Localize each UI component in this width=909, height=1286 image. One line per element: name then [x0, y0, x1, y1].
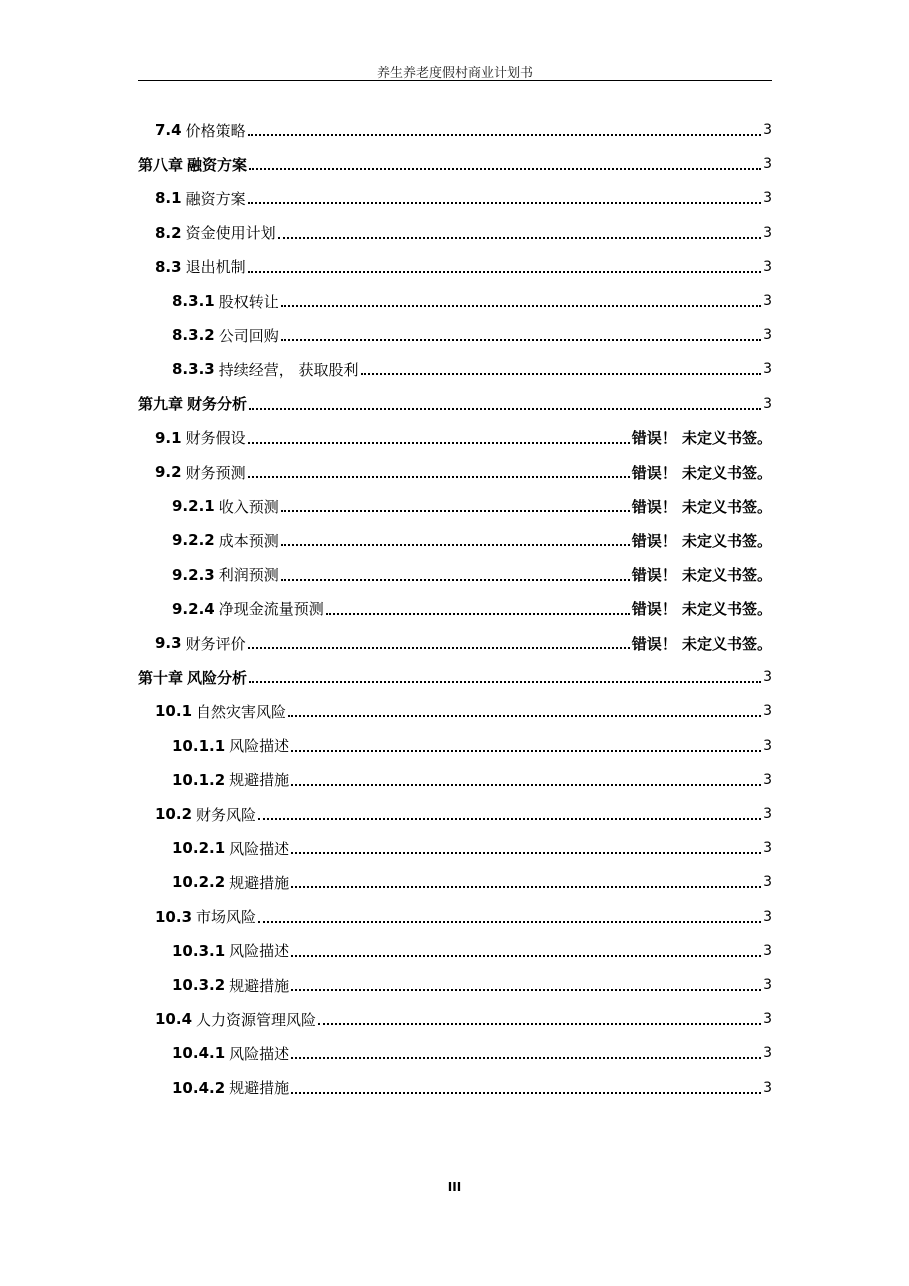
toc-entry-number: 9.3: [155, 634, 182, 652]
toc-entry[interactable]: [155, 427, 772, 449]
toc-entry-title: 市场风险: [196, 908, 257, 927]
dot-leader: [248, 132, 761, 136]
toc-entry-title: 净现金流量预测: [218, 600, 324, 619]
toc-entry[interactable]: [138, 666, 772, 688]
toc-entry-page-number: 3: [763, 977, 772, 993]
toc-entry-number: 第十章: [138, 668, 184, 687]
dot-leader: [249, 679, 761, 683]
toc-entry-number: 第九章: [138, 395, 184, 414]
toc-entry-number: 9.2.1: [172, 497, 215, 516]
toc-entry[interactable]: [172, 1042, 772, 1064]
toc-entry-page-number: 3: [763, 737, 772, 754]
toc-entry-page-number: 3: [763, 122, 772, 138]
toc-entry-title: 退出机制: [185, 258, 246, 277]
dot-leader: [318, 1021, 761, 1025]
toc-entry-page-number: 3: [763, 327, 772, 344]
dot-leader: [248, 474, 630, 478]
toc-entry-page-number: 3: [763, 908, 772, 925]
toc-entry-title: 利润预测: [218, 566, 279, 585]
toc-entry-title: 财务预测: [185, 463, 246, 482]
toc-entry-title: 财务分析: [187, 395, 248, 414]
toc-entry-number: 10.3.1: [172, 941, 226, 960]
toc-entry-number: 10.3.2: [172, 976, 226, 994]
toc-entry-number: 7.4: [155, 121, 182, 139]
toc-entry-page-number: 3: [763, 942, 772, 959]
toc-entry-title: 持续经营， 获取股利: [218, 360, 359, 379]
dot-leader: [281, 337, 761, 341]
toc-entry-number: 10.4.1: [172, 1044, 226, 1063]
toc-entry-bookmark-error: 错误！ 未定义书签。: [631, 497, 772, 516]
toc-entry-title: 公司回购: [218, 326, 279, 345]
dot-leader: [248, 645, 630, 649]
toc-entry-number: 10.2.2: [172, 873, 226, 892]
toc-entry-number: 10.2.1: [172, 839, 226, 858]
toc-entry[interactable]: [172, 324, 772, 346]
toc-entry-title: 人力资源管理风险: [196, 1010, 317, 1029]
toc-entry-title: 资金使用计划: [185, 224, 276, 243]
toc-entry[interactable]: [172, 495, 772, 517]
toc-entry-title: 规避措施: [229, 976, 290, 995]
toc-entry-title: 规避措施: [229, 1079, 290, 1098]
dot-leader: [326, 611, 630, 615]
dot-leader: [291, 953, 761, 957]
toc-entry-number: 8.1: [155, 189, 182, 208]
toc-entry-title: 财务假设: [185, 429, 246, 448]
toc-entry-number: 9.2.2: [172, 531, 215, 550]
toc-entry-title: 风险描述: [229, 1044, 290, 1063]
dot-leader: [291, 1055, 761, 1059]
dot-leader: [361, 371, 762, 375]
toc-entry-number: 第八章: [138, 155, 184, 174]
toc-entry[interactable]: [172, 598, 772, 620]
toc-entry-title: 融资方案: [187, 155, 248, 174]
toc-entry-title: 财务风险: [196, 805, 257, 824]
dot-leader: [281, 542, 630, 546]
dot-leader: [288, 713, 761, 717]
toc-entry[interactable]: [172, 974, 772, 996]
toc-entry[interactable]: [172, 940, 772, 962]
toc-entry-bookmark-error: 错误！ 未定义书签。: [631, 566, 772, 585]
toc-entry-page-number: 3: [763, 395, 772, 412]
toc-entry-page-number: 3: [763, 293, 772, 309]
toc-entry[interactable]: [172, 564, 772, 586]
toc-entry-page-number: 3: [763, 669, 772, 686]
toc-entry-number: 10.4: [155, 1010, 193, 1029]
toc-entry-number: 9.1: [155, 428, 182, 447]
toc-entry[interactable]: [155, 222, 772, 244]
dot-leader: [258, 816, 761, 820]
toc-entry-page-number: 3: [763, 1079, 772, 1096]
toc-entry-bookmark-error: 错误！ 未定义书签。: [631, 429, 772, 448]
toc-entry-page-number: 3: [763, 156, 772, 173]
toc-entry-title: 股权转让: [218, 292, 279, 311]
dot-leader: [291, 1090, 761, 1094]
toc-entry[interactable]: [155, 256, 772, 278]
toc-entry[interactable]: [138, 153, 772, 175]
toc-entry-page-number: 3: [763, 703, 772, 720]
toc-entry-page-number: 3: [763, 1045, 772, 1062]
running-header: 养生养老度假村商业计划书: [376, 66, 533, 81]
toc-entry[interactable]: [155, 187, 772, 209]
toc-entry-number: 8.3.2: [172, 326, 215, 345]
toc-entry-page-number: 3: [763, 771, 772, 788]
toc-entry-number: 10.3: [155, 907, 193, 926]
toc-entry[interactable]: [155, 700, 772, 722]
dot-leader: [281, 577, 630, 581]
toc-entry[interactable]: [155, 803, 772, 825]
toc-entry[interactable]: [155, 1008, 772, 1030]
toc-entry-title: 自然灾害风险: [196, 702, 287, 721]
dot-leader: [248, 200, 761, 204]
toc-entry[interactable]: [172, 1077, 772, 1099]
dot-leader: [248, 269, 761, 273]
toc-entry-page-number: 3: [763, 840, 772, 857]
toc-entry[interactable]: [155, 632, 772, 654]
toc-entry-title: 价格策略: [185, 121, 246, 140]
toc-entry-bookmark-error: 错误！ 未定义书签。: [631, 463, 772, 482]
toc-entry-page-number: 3: [763, 361, 772, 378]
dot-leader: [258, 919, 761, 923]
toc-entry[interactable]: [172, 290, 772, 312]
toc-entry[interactable]: [138, 393, 772, 415]
dot-leader: [281, 303, 761, 307]
toc-entry-title: 财务评价: [185, 634, 246, 653]
toc-entry-bookmark-error: 错误！ 未定义书签。: [631, 531, 772, 550]
toc-entry[interactable]: [172, 735, 772, 757]
toc-entry[interactable]: [155, 906, 772, 928]
toc-entry[interactable]: [155, 461, 772, 483]
dot-leader: [249, 166, 761, 170]
dot-leader: [249, 406, 761, 410]
toc-entry[interactable]: [172, 871, 772, 893]
dot-leader: [291, 884, 761, 888]
dot-leader: [281, 508, 630, 512]
dot-leader: [278, 235, 761, 239]
toc-entry-page-number: 3: [763, 1011, 772, 1028]
toc-entry-title: 规避措施: [229, 873, 290, 892]
toc-entry-page-number: 3: [763, 224, 772, 241]
toc-entry-number: 10.4.2: [172, 1078, 226, 1097]
toc-entry-number: 10.2: [155, 805, 193, 823]
toc-entry-title: 规避措施: [229, 771, 290, 790]
toc-entry-number: 9.2.4: [172, 599, 215, 618]
toc-entry-page-number: 3: [763, 806, 772, 822]
dot-leader: [291, 748, 761, 752]
toc-entry[interactable]: [172, 358, 772, 380]
toc-entry-page-number: 3: [763, 190, 772, 207]
toc-entry-title: 风险描述: [229, 839, 290, 858]
toc-entry-number: 8.3.1: [172, 292, 215, 310]
toc-entry-title: 成本预测: [218, 531, 279, 550]
toc-entry-page-number: 3: [763, 874, 772, 891]
toc-entry-title: 融资方案: [185, 189, 246, 208]
toc-entry-title: 风险分析: [187, 668, 248, 687]
toc-entry-bookmark-error: 错误！ 未定义书签。: [631, 634, 772, 653]
toc-entry[interactable]: [172, 769, 772, 791]
toc-entry-number: 9.2: [155, 463, 182, 481]
toc-entry-number: 10.1.2: [172, 770, 226, 789]
toc-entry-title: 风险描述: [229, 942, 290, 961]
toc-entry-number: 10.1.1: [172, 736, 226, 755]
toc-entry-page-number: 3: [763, 258, 772, 275]
dot-leader: [291, 850, 761, 854]
toc-entry-bookmark-error: 错误！ 未定义书签。: [631, 600, 772, 619]
toc-entry-number: 8.3: [155, 257, 182, 276]
header-rule: [138, 80, 772, 81]
toc-entry[interactable]: [172, 837, 772, 859]
toc-entry-title: 风险描述: [229, 737, 290, 756]
page-number: III: [447, 1180, 462, 1194]
dot-leader: [248, 440, 630, 444]
dot-leader: [291, 987, 761, 991]
toc-entry-number: 9.2.3: [172, 565, 215, 584]
toc-entry[interactable]: [155, 119, 772, 141]
toc-entry-number: 8.3.3: [172, 360, 215, 379]
toc-entry-number: 8.2: [155, 223, 182, 242]
dot-leader: [291, 782, 761, 786]
toc-entry-number: 10.1: [155, 702, 193, 721]
toc-entry-title: 收入预测: [218, 497, 279, 516]
toc-entry[interactable]: [172, 529, 772, 551]
